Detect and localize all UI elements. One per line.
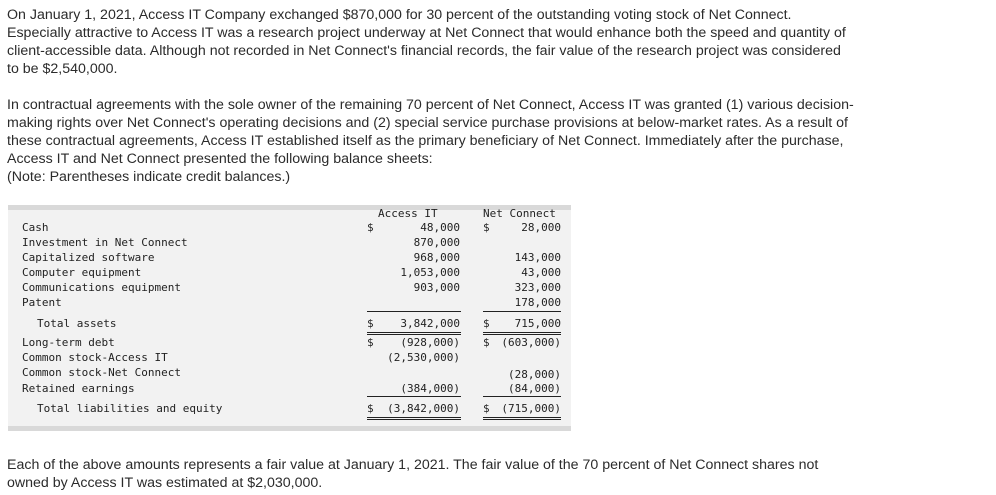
dollar-sign: $ — [483, 402, 490, 415]
balance-sheet-table — [8, 205, 571, 431]
total-double-underline — [367, 417, 461, 418]
row-label: Communications equipment — [22, 281, 181, 294]
row-common-stock-access-it — [8, 350, 571, 365]
row-label: Patent — [22, 296, 62, 309]
subtotal-underline — [483, 396, 561, 397]
dollar-sign: $ — [367, 402, 374, 415]
text-line: owned by Access IT was estimated at $2,030,000. — [7, 475, 323, 491]
dollar-sign: $ — [483, 336, 490, 349]
row-patent — [8, 295, 571, 310]
row-label: Computer equipment — [22, 266, 142, 279]
access-it-value: (384,000) — [400, 382, 460, 395]
text-line: making rights over Net Connect's operating decisions and (2) special service purchase provisions at below-market rates. As a result of — [7, 115, 848, 131]
row-computer — [8, 265, 571, 280]
net-connect-value: (84,000) — [508, 382, 561, 395]
access-it-value: 1,053,000 — [400, 266, 460, 279]
row-retained-earnings — [8, 381, 571, 396]
row-label: Investment in Net Connect — [22, 236, 188, 249]
net-connect-value: 178,000 — [514, 296, 561, 309]
access-it-value: 903,000 — [413, 281, 460, 294]
header-net-connect: Net Connect — [483, 207, 556, 220]
row-communications — [8, 280, 571, 295]
row-common-stock-net-connect — [8, 365, 571, 380]
row-label: Retained earnings — [22, 382, 135, 395]
dollar-sign: $ — [367, 317, 374, 330]
net-connect-value: 28,000 — [521, 221, 561, 234]
text-line: these contractual agreements, Access IT established itself as the primary beneficiary of Net Connect. Immediately after the purchase, — [7, 133, 844, 149]
access-it-value: 3,842,000 — [400, 317, 460, 330]
fair-value-paragraph — [7, 456, 967, 492]
total-double-underline — [367, 419, 461, 420]
access-it-value: (928,000) — [400, 336, 460, 349]
dollar-sign: $ — [367, 336, 374, 349]
dollar-sign: $ — [483, 317, 490, 330]
text-line: In contractual agreements with the sole owner of the remaining 70 percent of Net Connect, Access IT was granted (1) various decision- — [7, 97, 854, 113]
net-connect-value: 43,000 — [521, 266, 561, 279]
access-it-value: (2,530,000) — [387, 351, 460, 364]
access-it-value: 870,000 — [413, 236, 460, 249]
access-it-value: 968,000 — [413, 251, 460, 264]
subtotal-underline — [367, 396, 461, 397]
total-double-underline — [483, 332, 561, 333]
total-double-underline — [483, 417, 561, 418]
text-line: to be $2,540,000. — [7, 61, 118, 77]
header-access-it: Access IT — [378, 207, 438, 220]
intro-paragraph — [7, 6, 967, 78]
access-it-value: (3,842,000) — [387, 402, 460, 415]
text-line: On January 1, 2021, Access IT Company exchanged $870,000 for 30 percent of the outstanding voting stock of Net Connect. — [7, 7, 792, 23]
row-label: Total liabilities and equity — [37, 402, 223, 415]
dollar-sign: $ — [367, 221, 374, 234]
net-connect-value: 715,000 — [514, 317, 561, 330]
row-label: Common stock-Net Connect — [22, 366, 181, 379]
net-connect-value: (28,000) — [508, 368, 561, 381]
contract-paragraph — [7, 96, 967, 186]
dollar-sign: $ — [483, 221, 490, 234]
row-label: Total assets — [37, 317, 117, 330]
text-line: Each of the above amounts represents a fair value at January 1, 2021. The fair value of the 70 percent of Net Connect shares not — [7, 457, 819, 473]
text-line: (Note: Parentheses indicate credit balances.) — [7, 169, 291, 185]
access-it-value: 48,000 — [420, 221, 460, 234]
text-line: client-accessible data. Although not recorded in Net Connect's financial records, the fair value of the research project was considered — [7, 43, 841, 59]
bottom-band — [8, 426, 571, 431]
row-software — [8, 250, 571, 265]
total-double-underline — [367, 332, 461, 333]
net-connect-value: (603,000) — [501, 336, 561, 349]
row-cash — [8, 220, 571, 235]
row-label: Long-term debt — [22, 336, 115, 349]
row-label: Cash — [22, 221, 49, 234]
text-line: Especially attractive to Access IT was a research project underway at Net Connect that would enhance both the speed and quantity of — [7, 25, 846, 41]
subtotal-underline — [367, 311, 461, 312]
net-connect-value: 323,000 — [514, 281, 561, 294]
row-label: Common stock-Access IT — [22, 351, 168, 364]
net-connect-value: 143,000 — [514, 251, 561, 264]
row-total-liabilities-equity — [8, 401, 571, 416]
net-connect-value: (715,000) — [501, 402, 561, 415]
row-label: Capitalized software — [22, 251, 155, 264]
row-investment — [8, 235, 571, 250]
text-line: Access IT and Net Connect presented the following balance sheets: — [7, 151, 433, 167]
row-long-term-debt — [8, 335, 571, 350]
subtotal-underline — [483, 311, 561, 312]
total-double-underline — [483, 419, 561, 420]
row-total-assets — [8, 316, 571, 331]
